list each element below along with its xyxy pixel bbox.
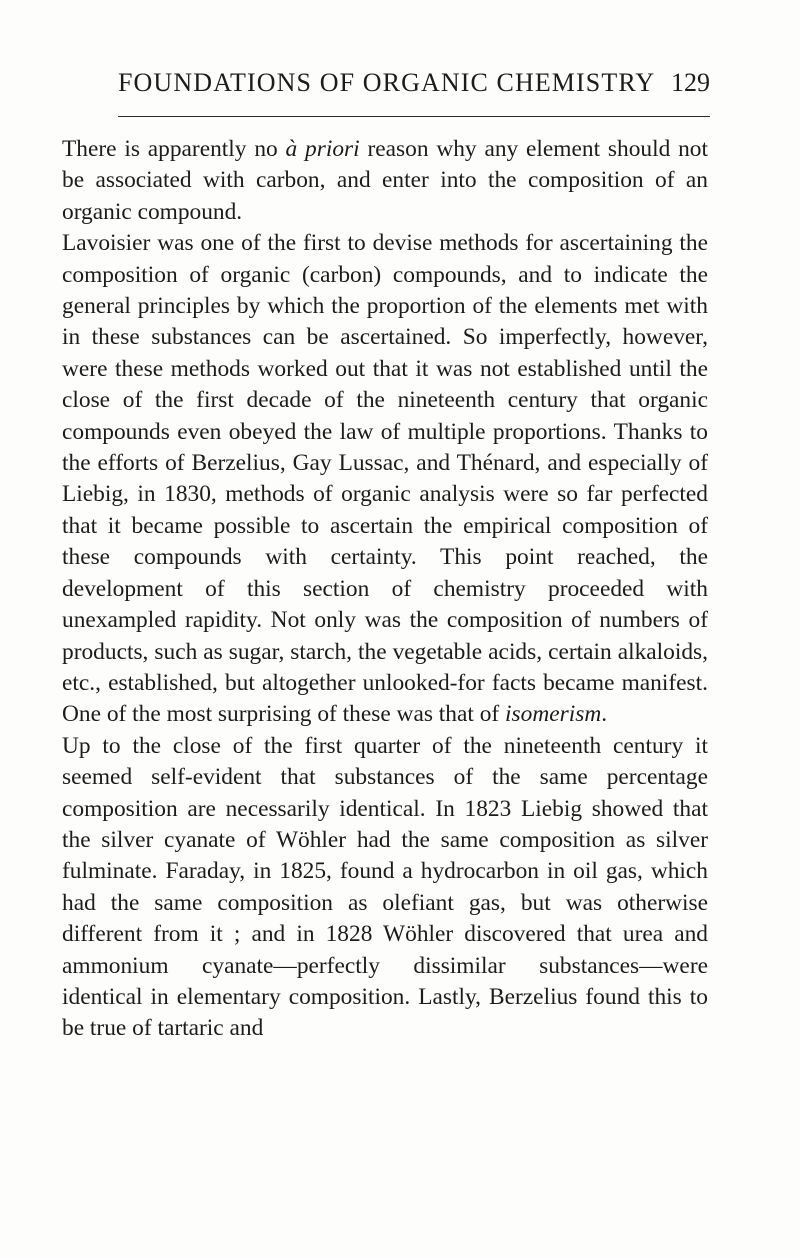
paragraph-2-text-end: . — [601, 701, 608, 728]
paragraph-1 — [62, 134, 708, 228]
paragraph-2-text: Lavoisier was one of the first to devise methods for ascertaining the composition of organic (carbon) compounds, and to indicate the general principles by which the proportion of the elements met with in these substances can be ascertained. So imperfectly, however, were these methods worked out that it was not established until the close of the first decade of the nineteenth century that organic compounds even obeyed the law of multiple proportions. Thanks to the efforts of Berzelius, Gay Lussac, and Thénard, and especially of Liebig, in 1830, methods of organic analysis were so far perfected that it became possible to ascertain the empirical composition of these compounds with certainty. This point reached, the development of this section of chemistry proceeded with unexampled rapidity. Not only was the composition of numbers of products, such as sugar, starch, the vegetable acids, certain alkaloids, etc., established, but altogether unlooked-for facts became manifest. One of the most surprising of these was that of — [62, 230, 708, 728]
paragraph-3-text: Up to the close of the first quarter of the nineteenth century it seemed self-evident that substances of the same percentage composition are necessarily identical. In 1823 Liebig showed that the silver cyanate of Wöhler had the same composition as silver fulminate. Faraday, in 1825, found a hydrocarbon in oil gas, which had the same composition as olefiant gas, but was otherwise different from it ; and in 1828 Wöhler discovered that urea and ammonium cyanate—perfectly dissimilar substances—were identical in elementary composition. Lastly, Berzelius found this to be true of tartaric and — [62, 732, 708, 1042]
paragraph-2 — [62, 228, 708, 731]
body-text — [62, 134, 708, 1045]
paragraph-1-text: There is apparently no — [62, 136, 286, 162]
paragraph-2-italic: isomerism — [505, 701, 602, 728]
paragraph-3 — [62, 731, 708, 1045]
page-number: 129 — [671, 68, 710, 97]
header-rule — [118, 116, 710, 117]
paragraph-1-italic: à priori — [285, 136, 360, 162]
running-header — [118, 58, 710, 102]
running-title: FOUNDATIONS OF ORGANIC CHEMISTRY — [118, 68, 656, 97]
paragraph-1-text-end: reason why any element should not be associated with carbon, and enter into the composition of an organic compound. — [62, 136, 708, 225]
